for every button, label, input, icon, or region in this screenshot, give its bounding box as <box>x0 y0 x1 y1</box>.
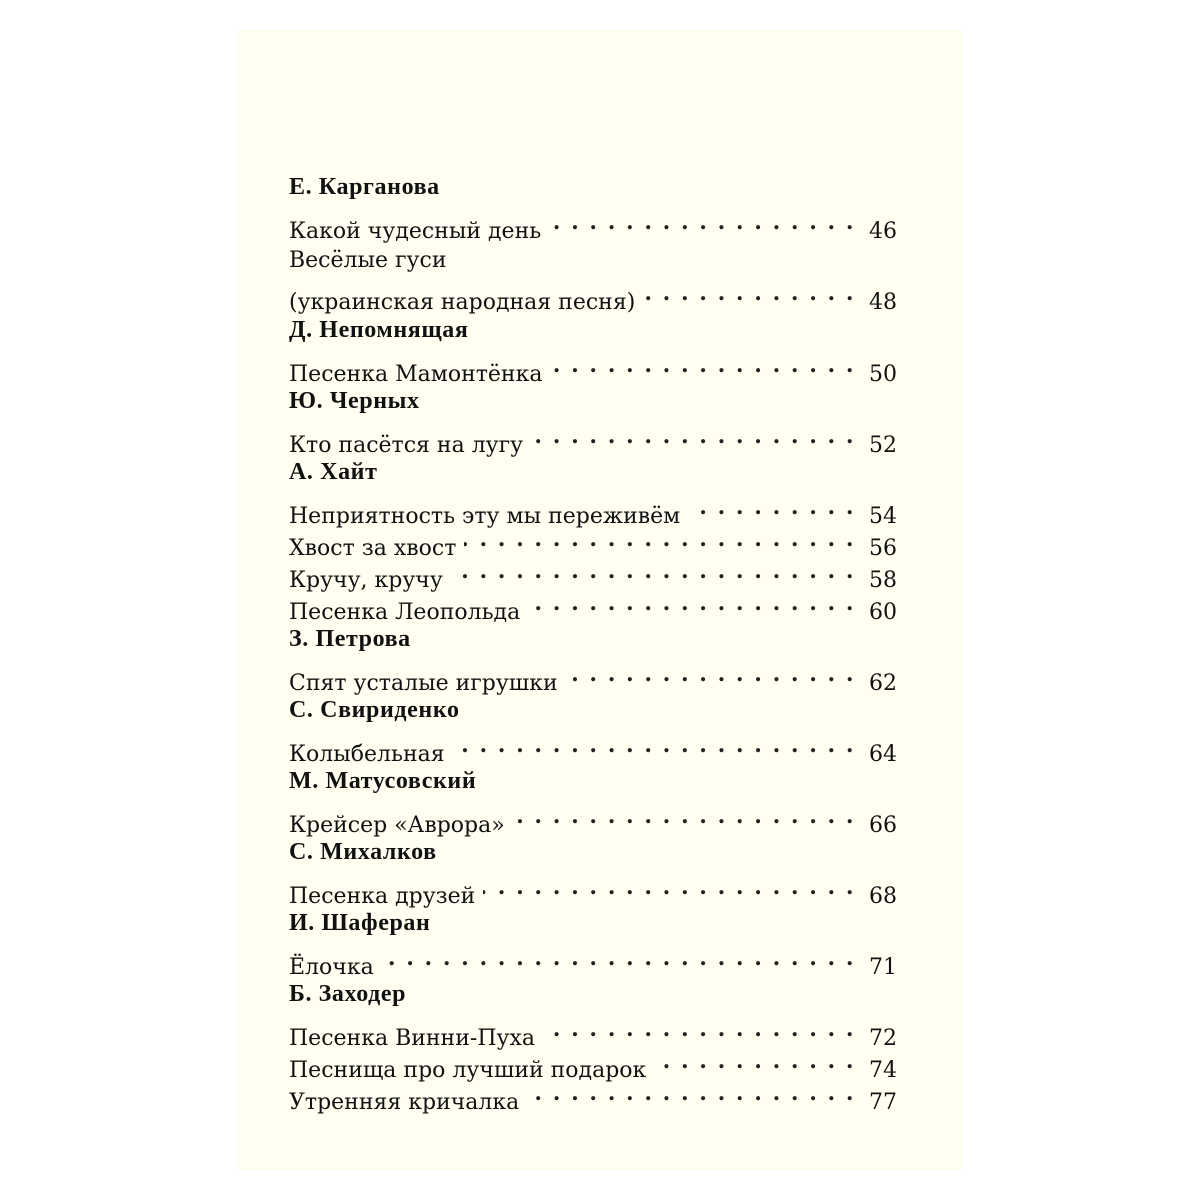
toc-entry <box>289 244 897 315</box>
toc-entry-page: 72 <box>869 1026 897 1051</box>
toc-author: Ю. Черных <box>289 388 420 414</box>
toc-entry <box>289 420 897 458</box>
toc-entry <box>289 491 897 529</box>
toc-section <box>289 906 897 980</box>
toc-entry-title: Песенка Винни-Пуха <box>289 1026 535 1051</box>
toc-entry-page: 71 <box>869 955 897 980</box>
toc-entry-page: 52 <box>869 433 897 458</box>
toc-entry <box>289 729 897 767</box>
toc-entry-title-line1: Весёлые гуси <box>289 248 447 273</box>
dot-leader <box>382 942 855 974</box>
dot-leader <box>451 555 855 587</box>
toc-entry <box>289 871 897 909</box>
toc-entry-title: Песенка Мамонтёнка <box>289 362 543 387</box>
dot-leader <box>513 800 855 832</box>
dot-leader <box>464 523 855 555</box>
toc-entry-title: Ёлочка <box>289 955 374 980</box>
dot-leader <box>543 1013 855 1045</box>
toc-section <box>289 835 897 909</box>
toc-section <box>289 693 897 767</box>
toc-entry-page: 74 <box>869 1058 897 1083</box>
dot-leader <box>527 1077 855 1109</box>
toc-entry <box>289 942 897 980</box>
toc-entry-page: 77 <box>869 1090 897 1115</box>
toc-entry <box>289 1077 897 1115</box>
toc-entry-page: 68 <box>869 884 897 909</box>
toc-author: И. Шаферан <box>289 910 431 936</box>
toc-entry <box>289 1013 897 1051</box>
dot-leader <box>528 587 855 619</box>
dot-leader <box>550 349 855 381</box>
toc-entry-title: Неприятность эту мы переживём <box>289 504 681 529</box>
toc-entry-title: Кто пасётся на лугу <box>289 433 524 458</box>
toc-entry-page: 48 <box>869 290 897 315</box>
toc-entry-title: Крейсер «Аврора» <box>289 813 505 838</box>
toc-entry-title: Песенка друзей <box>289 884 476 909</box>
toc-entry-page: 54 <box>869 504 897 529</box>
toc-entry-title: (украинская народная песня) <box>289 290 636 315</box>
toc-entry-page: 62 <box>869 671 897 696</box>
dot-leader <box>453 729 855 761</box>
toc-entry-page: 56 <box>869 536 897 561</box>
toc-entry-page: 60 <box>869 600 897 625</box>
toc-entry <box>289 658 897 696</box>
toc-entry-page: 64 <box>869 742 897 767</box>
toc-author: С. Михалков <box>289 839 437 865</box>
toc-section <box>289 313 897 387</box>
dot-leader <box>688 491 855 523</box>
toc-entry <box>289 800 897 838</box>
toc-entry-page: 46 <box>869 219 897 244</box>
toc-entry <box>289 349 897 387</box>
toc-entry-title: Хвост за хвост <box>289 536 457 561</box>
toc-author: С. Свириденко <box>289 697 460 723</box>
dot-leader <box>566 658 855 690</box>
dot-leader <box>483 871 855 903</box>
toc-section <box>289 384 897 458</box>
toc-author: А. Хайт <box>289 459 378 485</box>
dot-leader <box>531 420 855 452</box>
book-page <box>237 30 962 1170</box>
toc-author: Д. Непомнящая <box>289 317 469 343</box>
toc-entry <box>289 587 897 625</box>
toc-author: Е. Карганова <box>289 174 440 200</box>
toc-section <box>289 977 897 1115</box>
toc-entry-title: Утренняя кричалка <box>289 1090 520 1115</box>
toc-section <box>289 170 897 315</box>
dot-leader <box>643 277 855 309</box>
dot-leader <box>549 206 855 238</box>
toc-entry-title: Песенка Леопольда <box>289 600 521 625</box>
toc-entry-title: Песнища про лучший подарок <box>289 1058 647 1083</box>
toc-entry-title: Спят усталые игрушки <box>289 671 558 696</box>
table-of-contents <box>289 170 897 1115</box>
toc-section <box>289 622 897 696</box>
toc-entry <box>289 523 897 561</box>
toc-entry-title: Кручу, кручу <box>289 568 443 593</box>
dot-leader <box>654 1045 855 1077</box>
toc-entry-title: Какой чудесный день <box>289 219 542 244</box>
toc-entry <box>289 555 897 593</box>
toc-author: Б. Заходер <box>289 981 407 1007</box>
toc-section <box>289 455 897 625</box>
toc-entry-page: 66 <box>869 813 897 838</box>
toc-entry <box>289 1045 897 1083</box>
toc-section <box>289 764 897 838</box>
toc-author: З. Петрова <box>289 626 411 652</box>
toc-entry-page: 50 <box>869 362 897 387</box>
toc-entry-title: Колыбельная <box>289 742 445 767</box>
toc-entry-page: 58 <box>869 568 897 593</box>
toc-author: М. Матусовский <box>289 768 477 794</box>
toc-entry <box>289 206 897 244</box>
